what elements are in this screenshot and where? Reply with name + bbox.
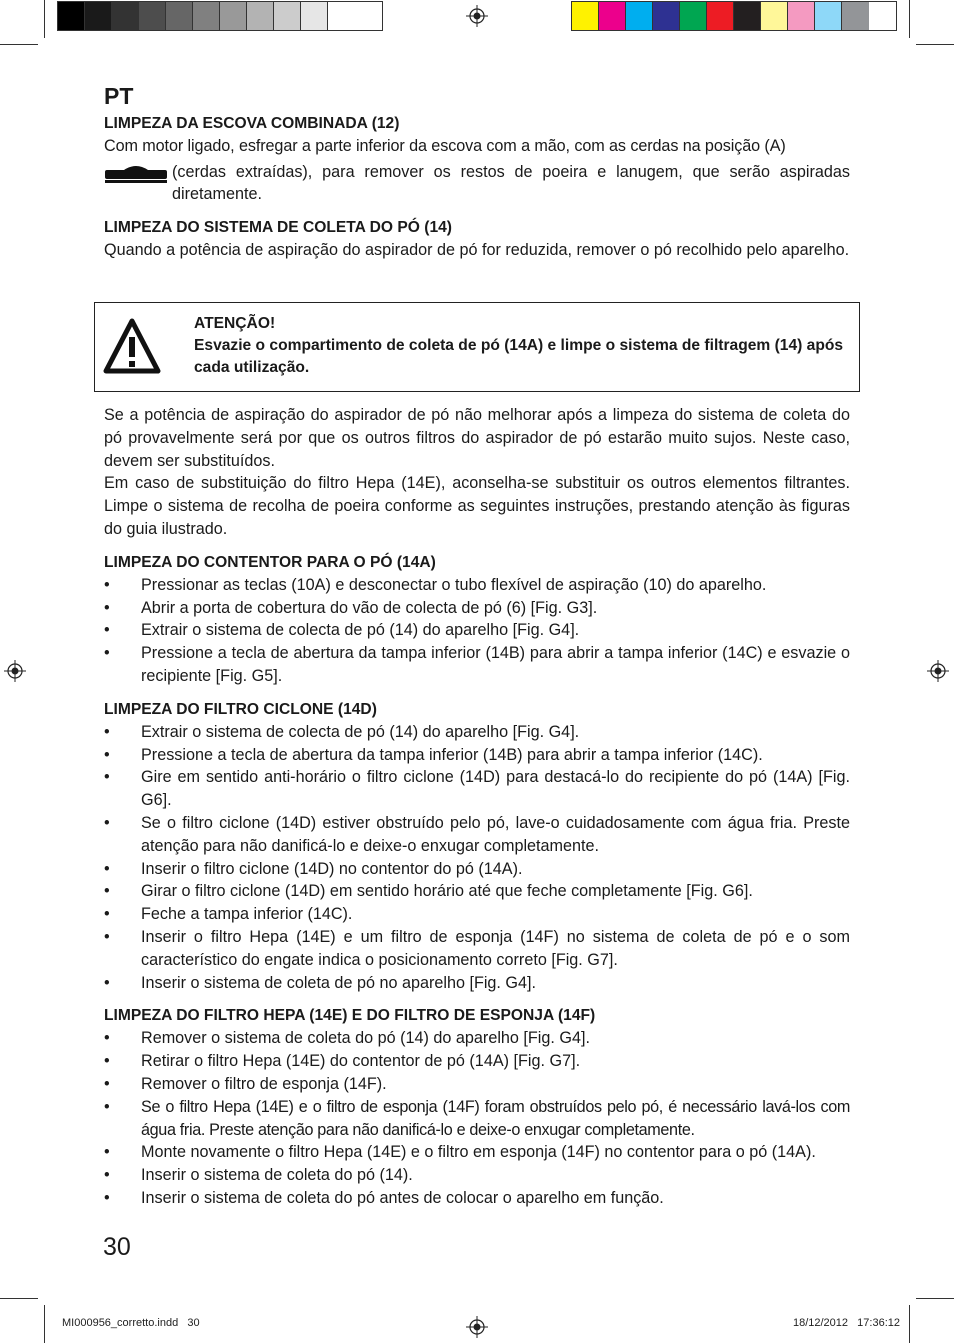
bullet: •	[104, 859, 110, 878]
bullet: •	[104, 927, 110, 946]
main-content	[104, 404, 850, 1221]
bullet-list	[104, 574, 850, 688]
language-code: PT	[104, 83, 134, 109]
list-item: • Se o filtro Hepa (14E) e o filtro de esponja (14F) foram obstruídos pelo pó, é necessário lavá-los com água fria. Preste atenção para não danificá-lo e deixe-o enxugar completamente.	[104, 1097, 850, 1139]
crop-mark	[44, 1305, 45, 1343]
section-heading: LIMPEZA DA ESCOVA COMBINADA (12)	[104, 115, 400, 132]
list-item: • Remover o filtro de esponja (14F).	[104, 1073, 850, 1096]
footer-datetime: 18/12/2012 17:36:12	[792, 1317, 900, 1329]
paragraph: Em caso de substituição do filtro Hepa (14E), aconselha-se substituir os outros elementos filtrantes. Limpe o sistema de recolha de poeira conforme as seguintes instruções, prestando atenção às figuras do guia ilustrado.	[104, 474, 850, 538]
section-hepa-sponge-filter	[104, 1005, 850, 1209]
paragraph: Com motor ligado, esfregar a parte inferior da escova com a mão, com as cerdas na posição (A)	[104, 137, 786, 155]
intro-paragraphs	[104, 404, 850, 541]
registration-mark-icon	[4, 660, 26, 682]
color-swatch	[58, 2, 85, 30]
bullet-list	[104, 721, 850, 995]
list-item: • Abrir a porta de cobertura do vão de colecta de pó (6) [Fig. G3].	[104, 597, 850, 620]
grayscale-color-bar	[57, 1, 383, 31]
bullet: •	[104, 813, 110, 832]
page-number: 30	[103, 1233, 131, 1261]
list-item: • Inserir o filtro ciclone (14D) no contentor do pó (14A).	[104, 858, 850, 881]
color-swatch	[599, 2, 626, 30]
list-item: • Pressione a tecla de abertura da tampa inferior (14B) para abrir a tampa inferior (14C).	[104, 744, 850, 767]
color-swatch	[193, 2, 220, 30]
warning-box	[94, 302, 860, 392]
process-color-bar	[571, 1, 897, 31]
warning-title: ATENÇÃO!	[194, 315, 276, 332]
bullet: •	[104, 973, 110, 992]
color-swatch	[626, 2, 653, 30]
color-swatch	[707, 2, 734, 30]
paragraph: Quando a potência de aspiração do aspirador de pó for reduzida, remover o pó recolhido pelo aparelho.	[104, 240, 850, 259]
brush-bristles-icon	[104, 161, 168, 185]
bullet: •	[104, 722, 110, 741]
color-swatch	[653, 2, 680, 30]
registration-mark-icon	[927, 660, 949, 682]
list-item: • Retirar o filtro Hepa (14E) do contentor de pó (14A) [Fig. G7].	[104, 1050, 850, 1073]
color-swatch	[85, 2, 112, 30]
crop-mark	[916, 1298, 954, 1299]
color-swatch	[247, 2, 274, 30]
color-swatch	[788, 2, 815, 30]
crop-mark	[909, 0, 910, 38]
bullet: •	[104, 1143, 110, 1162]
list-item: • Extrair o sistema de colecta de pó (14) do aparelho [Fig. G4].	[104, 721, 850, 744]
bullet: •	[104, 1029, 110, 1048]
bullet-list	[104, 1027, 850, 1209]
top-content	[104, 83, 850, 272]
list-item: • Girar o filtro ciclone (14D) em sentido horário até que feche completamente [Fig. G6].	[104, 880, 850, 903]
warning-text	[194, 313, 852, 379]
section-heading: LIMPEZA DO SISTEMA DE COLETA DO PÓ (14)	[104, 218, 452, 236]
section-cyclone-filter	[104, 699, 850, 995]
bullet: •	[104, 768, 110, 787]
list-item: • Pressionar as teclas (10A) e desconectar o tubo flexível de aspiração (10) do aparelho.	[104, 574, 850, 597]
color-swatch	[572, 2, 599, 30]
bullet: •	[104, 621, 110, 640]
list-item: • Extrair o sistema de colecta de pó (14) do aparelho [Fig. G4].	[104, 619, 850, 642]
bullet: •	[104, 644, 110, 663]
color-swatch	[734, 2, 761, 30]
list-item: • Se o filtro ciclone (14D) estiver obstruído pelo pó, lave-o cuidadosamente com água fria. Preste atenção para não danificá-lo e deixe-o enxugar completamente.	[104, 813, 850, 855]
color-swatch	[815, 2, 842, 30]
list-item: • Monte novamente o filtro Hepa (14E) e o filtro em esponja (14F) no contentor para o pó (14A).	[104, 1141, 850, 1164]
bullet: •	[104, 882, 110, 901]
color-swatch	[328, 2, 355, 30]
section-heading: LIMPEZA DO CONTENTOR PARA O PÓ (14A)	[104, 553, 436, 571]
bullet: •	[104, 575, 110, 594]
crop-mark	[0, 1298, 38, 1299]
list-item: • Inserir o sistema de coleta do pó (14).	[104, 1164, 850, 1187]
color-swatch	[680, 2, 707, 30]
bullet: •	[104, 598, 110, 617]
list-item: • Inserir o sistema de coleta do pó antes de colocar o aparelho em função.	[104, 1187, 850, 1210]
brush-line	[104, 161, 850, 206]
section-dust-container	[104, 552, 850, 688]
warning-message: Esvazie o compartimento de coleta de pó (14A) e limpe o sistema de filtragem (14) após cada utilização.	[194, 337, 844, 376]
section-heading: LIMPEZA DO FILTRO HEPA (14E) E DO FILTRO DE ESPONJA (14F)	[104, 1007, 596, 1025]
bullet: •	[104, 1188, 110, 1207]
list-item: • Gire em sentido anti-horário o filtro ciclone (14D) para destacá-lo do recipiente do pó (14A) [Fig. G6].	[104, 768, 850, 810]
bullet: •	[104, 745, 110, 764]
bullet: •	[104, 905, 110, 924]
registration-mark-icon	[466, 5, 488, 27]
bullet: •	[104, 1166, 110, 1185]
color-swatch	[301, 2, 328, 30]
list-item: • Inserir o sistema de coleta de pó no aparelho [Fig. G4].	[104, 972, 850, 995]
color-swatch	[220, 2, 247, 30]
crop-mark	[0, 44, 38, 45]
crop-mark	[916, 44, 954, 45]
color-swatch	[166, 2, 193, 30]
registration-mark-icon	[466, 1316, 488, 1338]
color-swatch	[112, 2, 139, 30]
color-swatch	[761, 2, 788, 30]
list-item: • Inserir o filtro Hepa (14E) e um filtro de esponja (14F) no sistema de coleta de pó e o som característico do engate indica o posicionamento correto [Fig. G7].	[104, 927, 850, 969]
crop-mark	[44, 0, 45, 38]
color-swatch	[139, 2, 166, 30]
bullet: •	[104, 1097, 110, 1116]
color-swatch	[842, 2, 869, 30]
list-item: • Remover o sistema de coleta do pó (14) do aparelho [Fig. G4].	[104, 1027, 850, 1050]
section-heading: LIMPEZA DO FILTRO CICLONE (14D)	[104, 700, 377, 718]
paragraph: Se a potência de aspiração do aspirador de pó não melhorar após a limpeza do sistema de coleta do pó provavelmente será por que os outros filtros do aspirador de pó estarão muito sujos. Neste caso, devem ser substituídos.	[104, 406, 850, 470]
bullet: •	[104, 1074, 110, 1093]
footer-filename: MI000956_corretto.indd 30	[62, 1317, 200, 1329]
paragraph: (cerdas extraídas), para remover os restos de poeira e lanugem, que serão aspiradas diretamente.	[172, 162, 850, 204]
list-item: • Pressione a tecla de abertura da tampa inferior (14B) para abrir a tampa inferior (14C) e esvazie o recipiente [Fig. G5].	[104, 644, 850, 685]
list-item: • Feche a tampa inferior (14C).	[104, 903, 850, 926]
color-swatch	[274, 2, 301, 30]
warning-triangle-icon	[103, 317, 161, 377]
crop-mark	[909, 1305, 910, 1343]
section-dust-collection	[104, 217, 850, 262]
section-combination-brush	[104, 113, 850, 206]
bullet: •	[104, 1052, 110, 1071]
